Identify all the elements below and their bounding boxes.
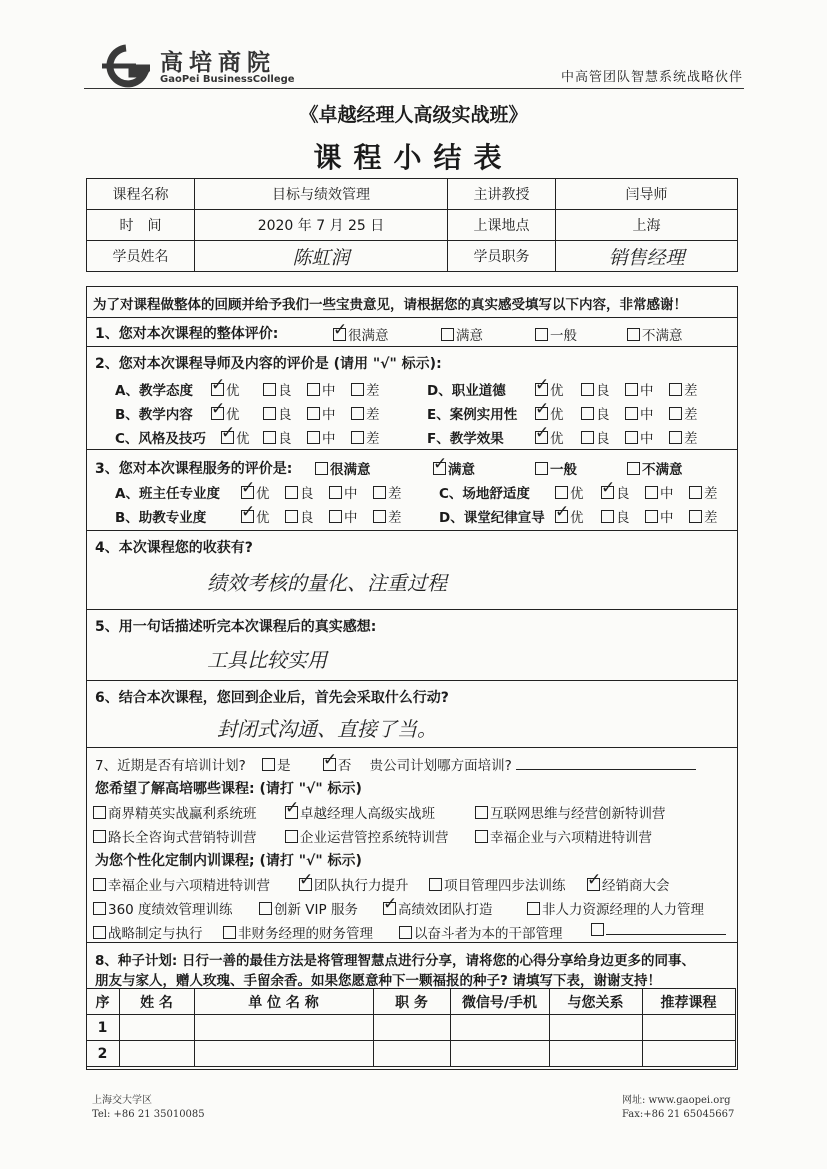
grade-option[interactable]: 良 xyxy=(581,427,610,447)
q2-section xyxy=(87,347,737,450)
q4-text: 4、本次课程您的收获有? xyxy=(95,540,253,556)
grade-option[interactable]: 中 xyxy=(307,403,336,423)
intro-text: 为了对课程做整体的回顾并给予我们一些宝贵意见，请根据您的真实感受填写以下内容，非常感谢！ xyxy=(93,297,687,313)
checkbox-icon[interactable] xyxy=(627,328,640,341)
grade-option[interactable]: 中 xyxy=(329,506,358,526)
q1-option-very-satisfied[interactable]: ✓ 很满意 xyxy=(333,324,389,344)
slogan: 中高管团队智慧系统战略伙伴 xyxy=(560,70,743,85)
grade-option[interactable]: 中 xyxy=(625,427,654,447)
course-option[interactable]: 互联网思维与经营创新特训营 xyxy=(475,802,666,822)
q6-answer[interactable]: 封闭式沟通、直接了当。 xyxy=(217,717,437,741)
custom-option[interactable]: 幸福企业与六项精进特训营 xyxy=(93,874,270,894)
footer-left xyxy=(92,1094,205,1122)
questionnaire xyxy=(86,286,738,1070)
q2-text: 2、您对本次课程导师及内容的评价是 (请用 "√" 标示): xyxy=(95,356,442,372)
intro-section xyxy=(87,287,737,318)
q6-text: 6、结合本次课程，您回到企业后，首先会采取什么行动? xyxy=(95,690,449,706)
time-label: 时 间 xyxy=(87,210,195,241)
course-info-table xyxy=(86,178,738,272)
grade-option[interactable]: 中 xyxy=(307,379,336,399)
header-divider xyxy=(84,88,744,89)
custom-title: 为您个性化定制内训课程; (请打 "√" 标示) xyxy=(95,853,362,869)
grade-option[interactable]: 良 xyxy=(285,506,314,526)
custom-option[interactable]: 战略制定与执行 xyxy=(93,922,203,942)
grade-option[interactable]: 中 xyxy=(625,379,654,399)
q3-option[interactable]: ✓ 满意 xyxy=(433,458,475,478)
student-label: 学员姓名 xyxy=(87,241,195,272)
checkbox-icon[interactable] xyxy=(441,328,454,341)
grade-option[interactable]: ✓ 优 xyxy=(555,506,584,526)
custom-option-other[interactable] xyxy=(591,922,726,939)
grade-option[interactable]: ✓ 优 xyxy=(241,482,270,502)
custom-option[interactable]: 非人力资源经理的人力管理 xyxy=(527,898,704,918)
q2-item-label: C、风格及技巧 xyxy=(115,431,206,447)
q7-no[interactable]: ✓ 否 xyxy=(323,758,352,774)
website-link[interactable]: 网址: www.gaopei.org xyxy=(622,1095,731,1106)
q1-text: 1、您对本次课程的整体评价: xyxy=(95,326,279,342)
col-header: 推荐课程 xyxy=(642,989,735,1015)
grade-option[interactable]: ✓ 优 xyxy=(221,427,250,447)
q3-section xyxy=(87,450,737,531)
grade-option[interactable]: 差 xyxy=(669,379,698,399)
course-option[interactable]: ✓ 卓越经理人高级实战班 xyxy=(285,802,435,822)
grade-option[interactable]: 良 xyxy=(285,482,314,502)
grade-option[interactable]: ✓ 良 xyxy=(601,482,630,502)
grade-option[interactable]: 差 xyxy=(351,427,380,447)
q1-option-satisfied[interactable]: 满意 xyxy=(441,324,483,344)
q5-section xyxy=(87,610,737,681)
q5-answer[interactable]: 工具比较实用 xyxy=(207,648,327,672)
q5-text: 5、用一句话描述听完本次课程后的真实感想: xyxy=(95,619,377,635)
custom-option[interactable]: 以奋斗者为本的干部管理 xyxy=(399,922,563,942)
q8-text-1: 8、种子计划: 日行一善的最佳方法是将管理智慧点进行分享，请将您的心得分享给身边更多的同事、 xyxy=(95,953,695,969)
course-series-title: 《卓越经理人高级实战班》 xyxy=(299,104,528,126)
course-label: 课程名称 xyxy=(87,179,195,210)
custom-option[interactable]: 项目管理四步法训练 xyxy=(429,874,566,894)
q4-answer[interactable]: 绩效考核的量化、注重过程 xyxy=(207,571,447,595)
q8-section xyxy=(87,943,737,1069)
grade-option[interactable]: ✓ 优 xyxy=(535,379,564,399)
referral-table xyxy=(86,988,736,1067)
checkbox-icon[interactable] xyxy=(535,328,548,341)
grade-option[interactable]: ✓ 优 xyxy=(211,379,240,399)
q7-followup: 贵公司计划哪方面培训? xyxy=(369,758,512,774)
grade-option[interactable]: 差 xyxy=(689,482,718,502)
grade-option[interactable]: 良 xyxy=(263,403,292,423)
col-header: 单 位 名 称 xyxy=(194,989,373,1015)
checkbox-checked-icon[interactable] xyxy=(333,328,346,341)
custom-option[interactable]: 非财务经理的财务管理 xyxy=(223,922,373,942)
position-value[interactable]: 销售经理 xyxy=(556,241,738,272)
grade-option[interactable]: 中 xyxy=(307,427,336,447)
q2-item-label: F、教学效果 xyxy=(427,431,504,447)
q3-option[interactable]: 不满意 xyxy=(627,458,683,478)
grade-option[interactable]: 良 xyxy=(581,379,610,399)
q3-item-label: A、班主任专业度 xyxy=(115,486,220,502)
fax: Fax:+86 21 65045667 xyxy=(622,1109,735,1120)
custom-option[interactable]: 创新 VIP 服务 xyxy=(259,898,358,918)
place-value[interactable]: 上海 xyxy=(556,210,738,241)
grade-option[interactable]: 中 xyxy=(645,482,674,502)
grade-option[interactable]: 差 xyxy=(373,482,402,502)
grade-option[interactable]: 优 xyxy=(555,482,584,502)
telephone: Tel: +86 21 35010085 xyxy=(92,1109,205,1120)
courses-title: 您希望了解高培哪些课程: (请打 "√" 标示) xyxy=(95,781,362,797)
course-option[interactable]: 企业运营管控系统特训营 xyxy=(285,826,449,846)
grade-option[interactable]: 中 xyxy=(329,482,358,502)
custom-option[interactable]: 360 度绩效管理训练 xyxy=(93,898,233,918)
q7-line xyxy=(95,754,696,774)
q2-item-label: E、案例实用性 xyxy=(427,407,518,423)
col-header: 微信号/手机 xyxy=(450,989,549,1015)
q2-item-label: B、教学内容 xyxy=(115,407,193,423)
position-label: 学员职务 xyxy=(448,241,556,272)
campus: 上海交大学区 xyxy=(92,1095,152,1106)
col-header: 职 务 xyxy=(373,989,450,1015)
q3-item-label: D、课堂纪律宣导 xyxy=(439,510,545,526)
q2-item-label: D、职业道德 xyxy=(427,383,506,399)
q7-plan-input[interactable] xyxy=(516,757,696,770)
grade-option[interactable]: 中 xyxy=(645,506,674,526)
course-value[interactable]: 目标与绩效管理 xyxy=(195,179,448,210)
q2-item-label: A、教学态度 xyxy=(115,383,193,399)
grade-option[interactable]: 差 xyxy=(669,403,698,423)
course-option[interactable]: 幸福企业与六项精进特训营 xyxy=(475,826,652,846)
grade-option[interactable]: 差 xyxy=(689,506,718,526)
grade-option[interactable]: 良 xyxy=(263,379,292,399)
q6-section xyxy=(87,681,737,748)
custom-option[interactable]: ✓ 经销商大会 xyxy=(587,874,670,894)
q1-section xyxy=(87,318,737,347)
col-header: 与您关系 xyxy=(549,989,642,1015)
student-name-value[interactable]: 陈虹润 xyxy=(195,241,448,272)
grade-option[interactable]: 差 xyxy=(351,379,380,399)
q3-item-label: C、场地舒适度 xyxy=(439,486,530,502)
custom-option[interactable]: ✓ 高绩效团队打造 xyxy=(383,898,493,918)
col-header: 姓 名 xyxy=(119,989,194,1015)
col-header: 序 xyxy=(86,989,119,1015)
gaopei-logo-icon xyxy=(96,44,156,88)
course-option[interactable]: 路长全咨询式营销特训营 xyxy=(93,826,257,846)
grade-option[interactable]: ✓ 优 xyxy=(211,403,240,423)
table-row: 2 xyxy=(86,1041,735,1067)
q7-yes[interactable]: 是 xyxy=(262,758,291,774)
grade-option[interactable]: ✓ 优 xyxy=(535,427,564,447)
footer-right xyxy=(622,1094,734,1122)
q3-item-label: B、助教专业度 xyxy=(115,510,207,526)
brand-name-en: GaoPei BusinessCollege xyxy=(160,74,295,85)
brand-name: 高培商院 xyxy=(160,50,276,76)
lecturer-value[interactable]: 闫导师 xyxy=(556,179,738,210)
q1-option-unsatisfied[interactable]: 不满意 xyxy=(627,324,683,344)
form-title: 课程小结表 xyxy=(313,141,514,174)
grade-option[interactable]: 良 xyxy=(263,427,292,447)
grade-option[interactable]: 差 xyxy=(351,403,380,423)
q7-text: 7、近期是否有培训计划? xyxy=(95,758,246,774)
place-label: 上课地点 xyxy=(448,210,556,241)
q1-option-ok[interactable]: 一般 xyxy=(535,324,577,344)
grade-option[interactable]: 中 xyxy=(625,403,654,423)
lecturer-label: 主讲教授 xyxy=(448,179,556,210)
grade-option[interactable]: ✓ 优 xyxy=(535,403,564,423)
table-row: 1 xyxy=(86,1015,735,1041)
grade-option[interactable]: ✓ 优 xyxy=(241,506,270,526)
q3-option[interactable]: 很满意 xyxy=(315,458,371,478)
grade-option[interactable]: 良 xyxy=(601,506,630,526)
grade-option[interactable]: 差 xyxy=(373,506,402,526)
q4-section xyxy=(87,531,737,610)
q8-text-2: 朋友与家人，赠人玫瑰、手留余香。如果您愿意种下一颗福报的种子? 请填写下表，谢谢支持！ xyxy=(95,973,662,989)
q7-section xyxy=(87,748,737,943)
custom-option[interactable]: ✓ 团队执行力提升 xyxy=(299,874,409,894)
grade-option[interactable]: 差 xyxy=(669,427,698,447)
time-value[interactable]: 2020 年 7 月 25 日 xyxy=(195,210,448,241)
grade-option[interactable]: 良 xyxy=(581,403,610,423)
q3-text: 3、您对本次课程服务的评价是: xyxy=(95,461,293,477)
course-option[interactable]: 商界精英实战赢利系统班 xyxy=(93,802,257,822)
q3-option[interactable]: 一般 xyxy=(535,458,577,478)
